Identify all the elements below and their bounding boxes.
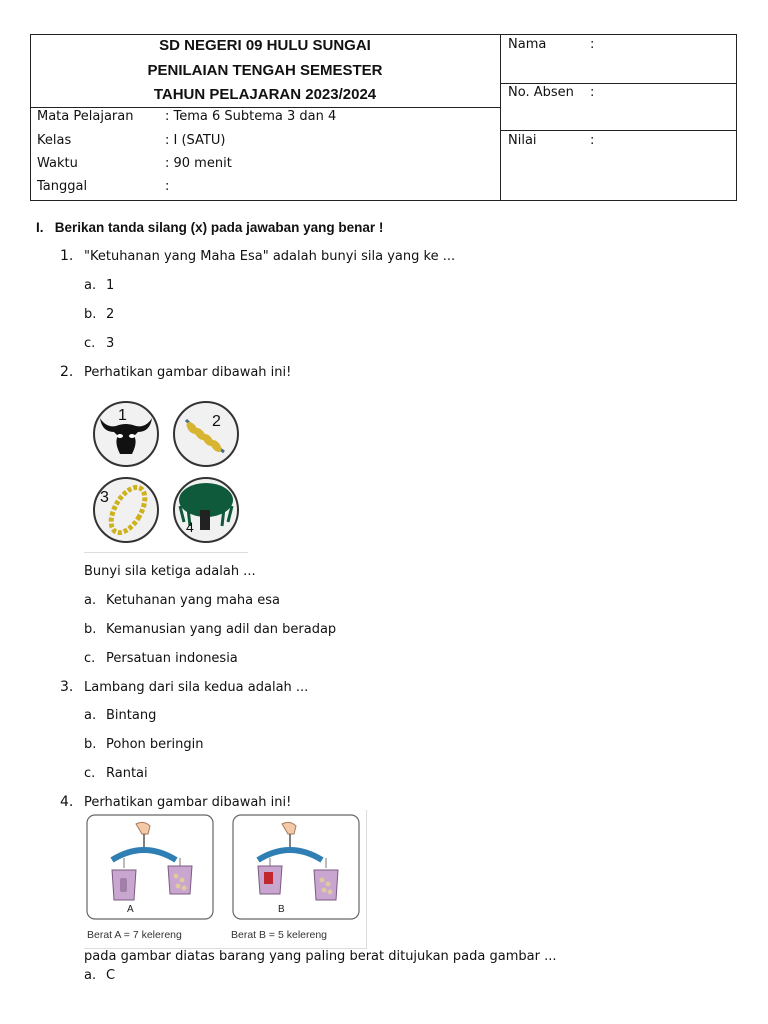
symbol-number: 3 [100,489,109,506]
question-1 [60,248,455,264]
panel-a [87,815,213,919]
label-score: Nilai [508,133,537,148]
option-1c[interactable]: c. 3 [84,336,115,351]
question-number: 1. [60,248,74,264]
colon-absen: : [590,85,595,100]
header-line [500,83,737,84]
option-3b[interactable]: b. Pohon beringin [84,737,204,752]
option-2b[interactable]: b. Kemanusian yang adil dan beradap [84,622,337,637]
question-text: Perhatikan gambar dibawah ini! [84,795,292,810]
option-3a[interactable]: a. Bintang [84,708,157,723]
section-instruction: Berikan tanda silang (x) pada jawaban yang benar ! [54,220,384,235]
symbol-number: 4 [186,519,194,535]
option-1b[interactable]: b. 2 [84,307,115,322]
chain-icon [94,478,158,542]
option-2c[interactable]: c. Persatuan indonesia [84,651,238,666]
question-4 [60,794,291,810]
option-2a[interactable]: a. Ketuhanan yang maha esa [84,593,280,608]
header-line [30,107,500,108]
rice-cotton-icon [174,402,238,466]
header-line [500,130,737,131]
option-1a[interactable]: a. 1 [84,278,115,293]
label-name: Nama [508,37,547,52]
question-text: Perhatikan gambar dibawah ini! [84,365,292,380]
question-number: 4. [60,794,74,810]
label-date: Tanggal [37,179,88,194]
question-number: 3. [60,679,74,695]
value-subject: : Tema 6 Subtema 3 dan 4 [165,109,337,124]
panel-a-label: A [127,904,134,915]
option-4a[interactable]: a. C [84,968,116,983]
colon-score: : [590,133,595,148]
header-table [30,34,737,201]
caption-a: Berat A = 7 kelereng [87,929,182,941]
section-heading [36,220,383,235]
question-text: "Ketuhanan yang Maha Esa" adalah bunyi sila yang ke ... [84,249,456,264]
pancasila-symbols-figure [84,392,248,553]
question-number: 2. [60,364,74,380]
symbol-number: 1 [118,407,127,424]
question-3 [60,679,308,695]
banyan-tree-icon [174,478,238,542]
question-2 [60,364,291,380]
section-number: I. [36,220,44,235]
symbol-number: 2 [212,413,221,430]
exam-title: PENILAIAN TENGAH SEMESTER [147,62,383,79]
label-time: Waktu [37,156,78,171]
school-name: SD NEGERI 09 HULU SUNGAI [159,37,371,54]
value-date: : [165,179,170,194]
label-subject: Mata Pelajaran [37,109,134,124]
header-divider [500,34,501,201]
pancasila-symbols-svg [84,392,248,552]
caption-b: Berat B = 5 kelereng [231,929,328,941]
question-4-prompt: pada gambar diatas barang yang paling berat ditujukan pada gambar ... [84,949,557,964]
question-text: Lambang dari sila kedua adalah ... [84,680,309,695]
label-absen: No. Absen [508,85,574,100]
value-time: : 90 menit [165,156,232,171]
option-3c[interactable]: c. Rantai [84,766,148,781]
question-2-prompt: Bunyi sila ketiga adalah ... [84,564,256,579]
colon-name: : [590,37,595,52]
label-class: Kelas [37,133,72,148]
panel-b [233,815,359,919]
weight-comparison-svg [84,810,366,948]
value-class: : I (SATU) [165,133,226,148]
panel-b-label: B [278,904,285,915]
weight-comparison-figure [84,810,367,949]
school-year: TAHUN PELAJARAN 2023/2024 [153,86,377,103]
